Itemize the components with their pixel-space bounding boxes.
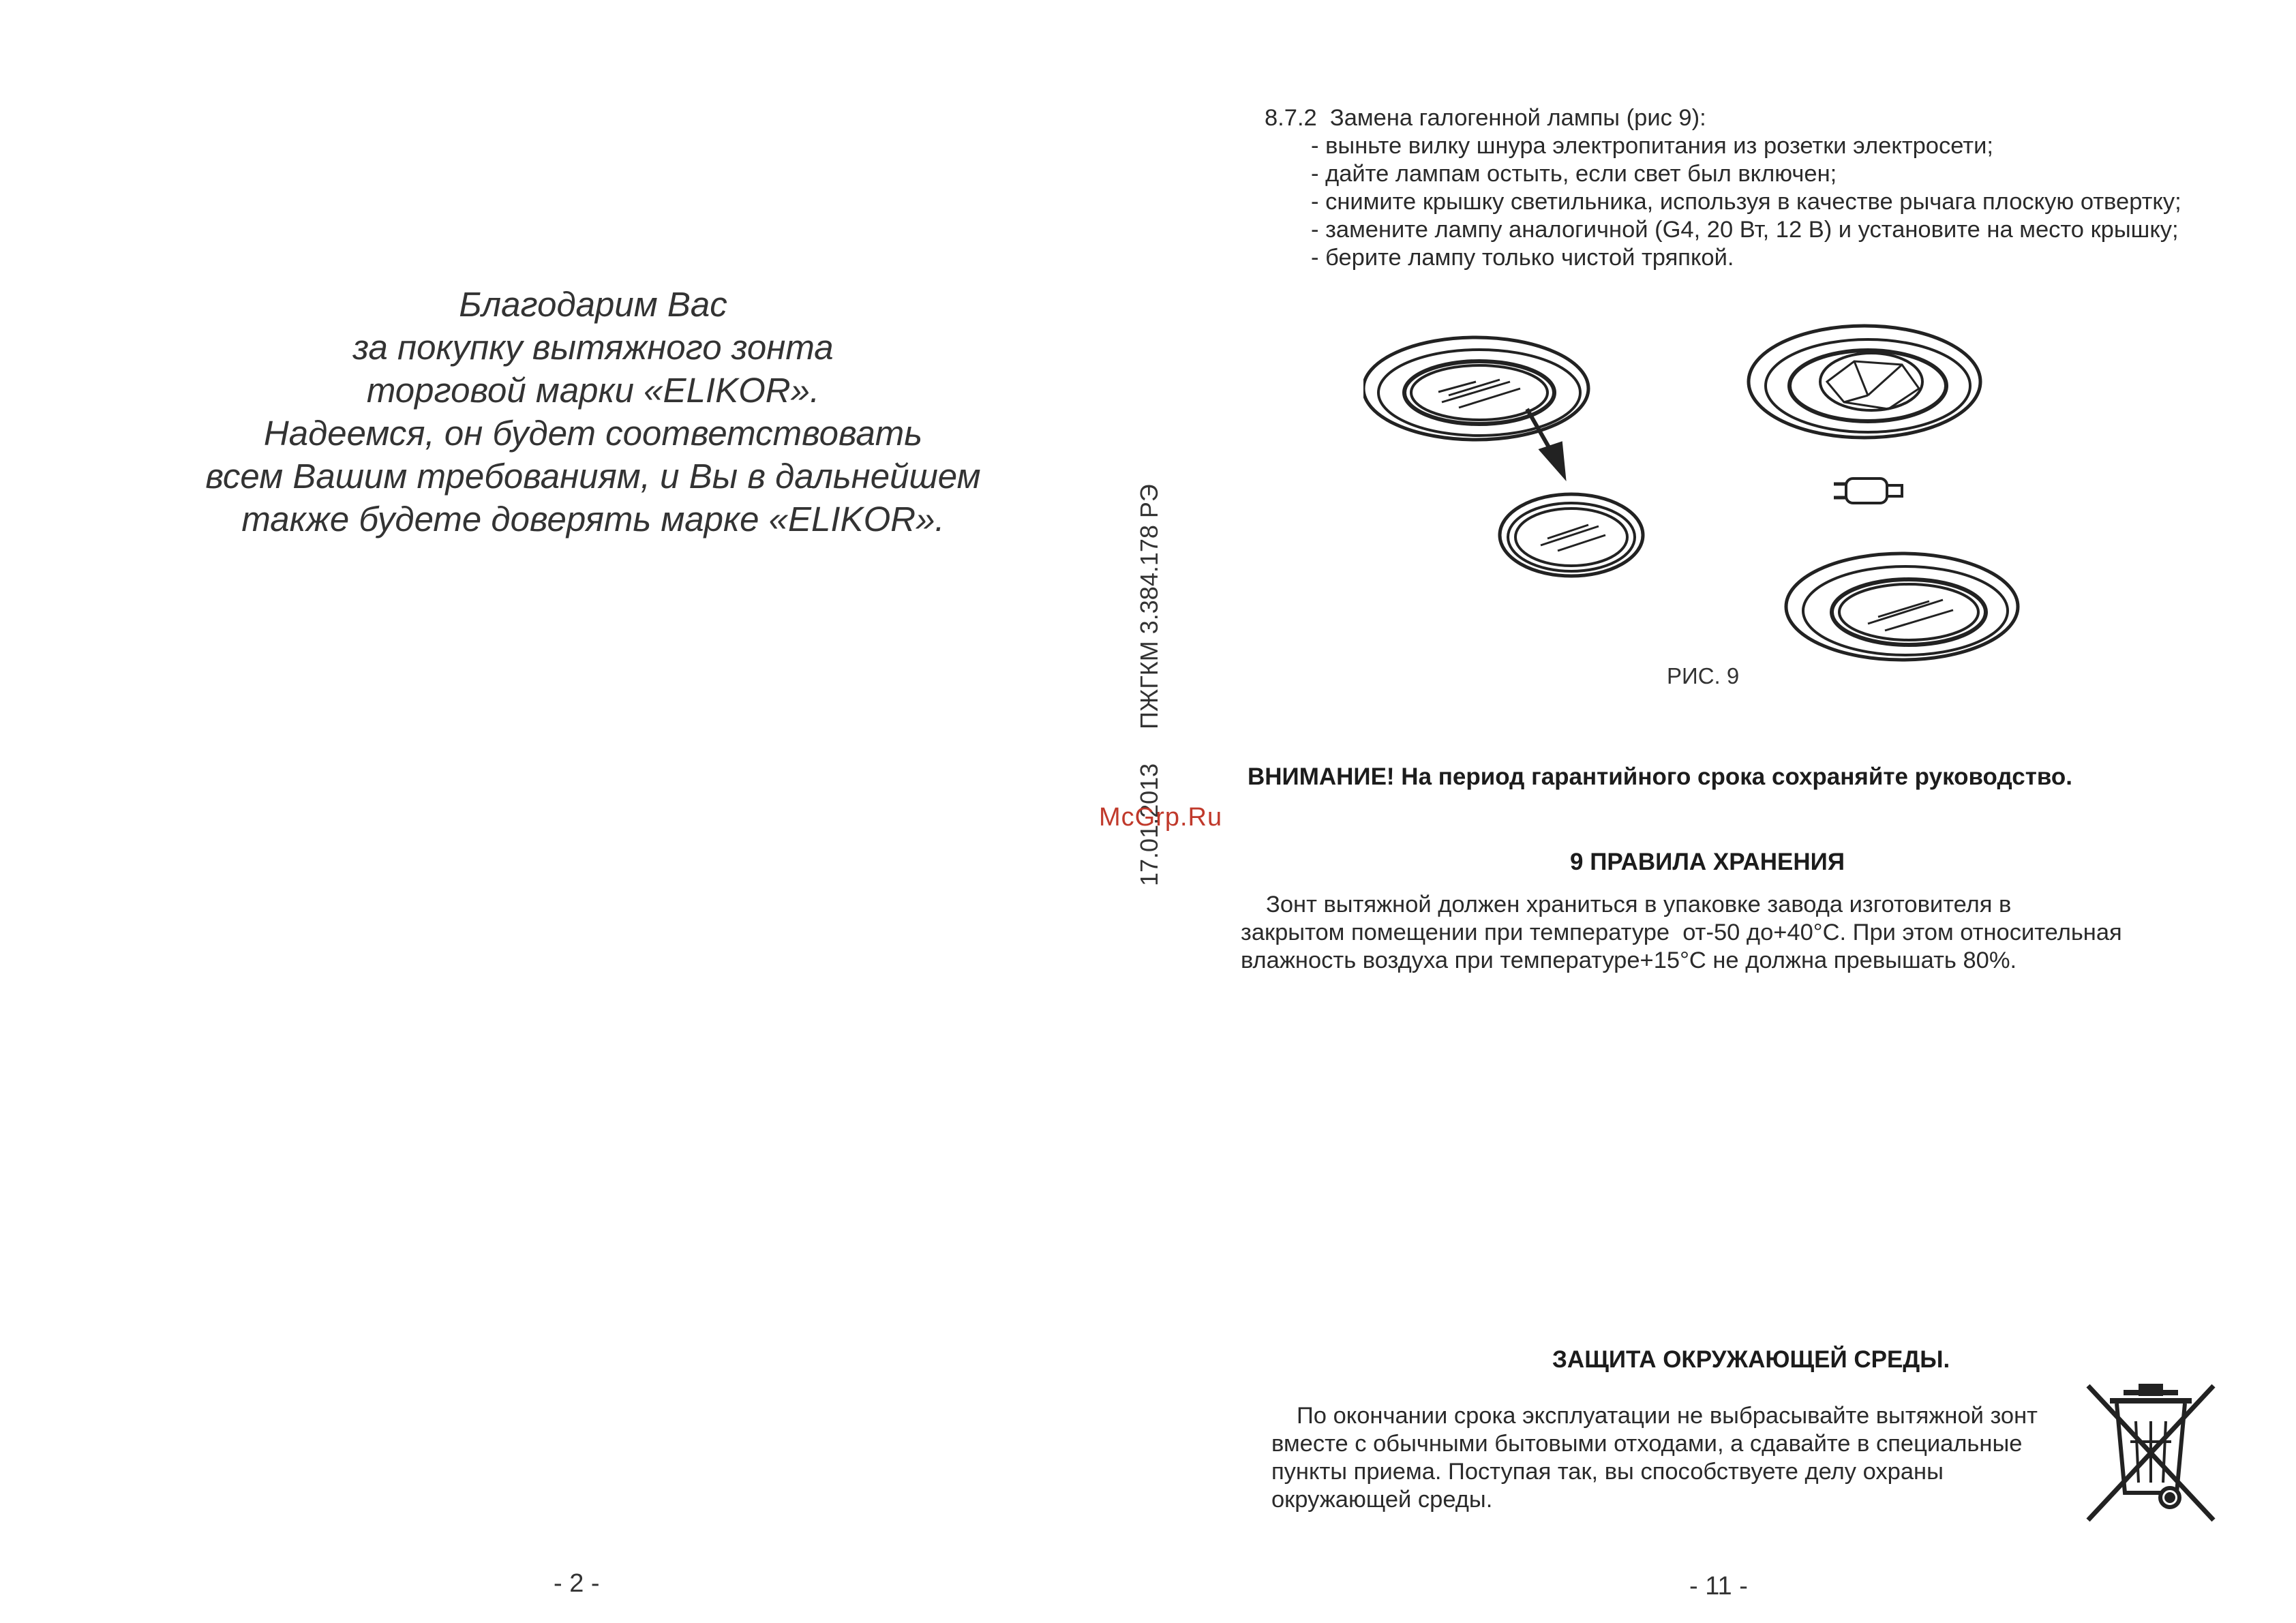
lamp-fixture-open bbox=[1749, 326, 1980, 438]
thank-you-message bbox=[82, 283, 1104, 541]
environment-line: окружающей среды. bbox=[1271, 1487, 1493, 1513]
step-item: - снимите крышку светильника, используя в качестве рычага плоскую отвертку; bbox=[1311, 189, 2181, 215]
thanks-line: Надеемся, он будет соответствовать bbox=[263, 414, 923, 453]
g4-halogen-bulb-icon bbox=[1834, 479, 1902, 503]
environment-protection-text bbox=[1271, 1402, 2038, 1514]
environment-line: пункты приема. Поступая так, вы способствуете делу охраны bbox=[1271, 1459, 1944, 1485]
step-item: - дайте лампам остыть, если свет был включен; bbox=[1311, 161, 1837, 187]
storage-line: Зонт вытяжной должен храниться в упаковке завода изготовителя в bbox=[1266, 892, 2012, 917]
storage-line: влажность воздуха при температуре+15°С не должна превышать 80%. bbox=[1241, 947, 2017, 973]
environment-line: По окончании срока эксплуатации не выбрасывайте вытяжной зонт bbox=[1297, 1403, 2038, 1429]
thanks-line: всем Вашим требованиям, и Вы в дальнейшем bbox=[205, 457, 981, 496]
environment-protection-title: ЗАЩИТА ОКРУЖАЮЩЕЙ СРЕДЫ. bbox=[1552, 1346, 1950, 1373]
lamp-replacement-steps bbox=[1311, 132, 2181, 272]
lamp-fixture-closed bbox=[1786, 553, 2018, 660]
doc-code-text: 17.01.2013 ПЖГКМ 3.384.178 РЭ bbox=[1135, 484, 1163, 886]
figure-caption: РИС. 9 bbox=[1667, 663, 1740, 688]
halogen-lamp-illustration bbox=[1363, 293, 2045, 688]
page-number-left: - 2 - bbox=[554, 1569, 600, 1598]
crossed-out-bin-icon bbox=[2083, 1380, 2219, 1530]
step-item: - берите лампу только чистой тряпкой. bbox=[1311, 245, 1734, 271]
section-8-7-2-heading: 8.7.2 Замена галогенной лампы (рис 9): bbox=[1265, 105, 1706, 131]
step-item: - выньте вилку шнура электропитания из розетки электросети; bbox=[1311, 133, 1993, 159]
thanks-line: Благодарим Вас bbox=[459, 285, 727, 324]
step-item: - замените лампу аналогичной (G4, 20 Вт, 12 В) и установите на место крышку; bbox=[1311, 217, 2179, 243]
page-number-right: - 11 - bbox=[1689, 1572, 1748, 1601]
storage-line: закрытом помещении при температуре от-50 до+40°С. При этом относительная bbox=[1241, 920, 2122, 945]
thanks-line: за покупку вытяжного зонта bbox=[352, 328, 834, 367]
lamp-fixture-top-left bbox=[1363, 337, 1588, 440]
watermark: McGrp.Ru bbox=[1099, 803, 1223, 832]
thanks-line: также будете доверять марке «ELIKOR». bbox=[241, 500, 945, 539]
lamp-cover-removed bbox=[1500, 494, 1643, 576]
storage-rules-title: 9 ПРАВИЛА ХРАНЕНИЯ bbox=[1570, 849, 1845, 875]
thanks-line: торговой марки «ELIKOR». bbox=[366, 371, 820, 410]
warranty-warning: ВНИМАНИЕ! На период гарантийного срока сохраняйте руководство. bbox=[1248, 763, 2072, 790]
environment-line: вместе с обычными бытовыми отходами, а сдавайте в специальные bbox=[1271, 1431, 2023, 1457]
storage-rules-text bbox=[1241, 891, 2122, 975]
